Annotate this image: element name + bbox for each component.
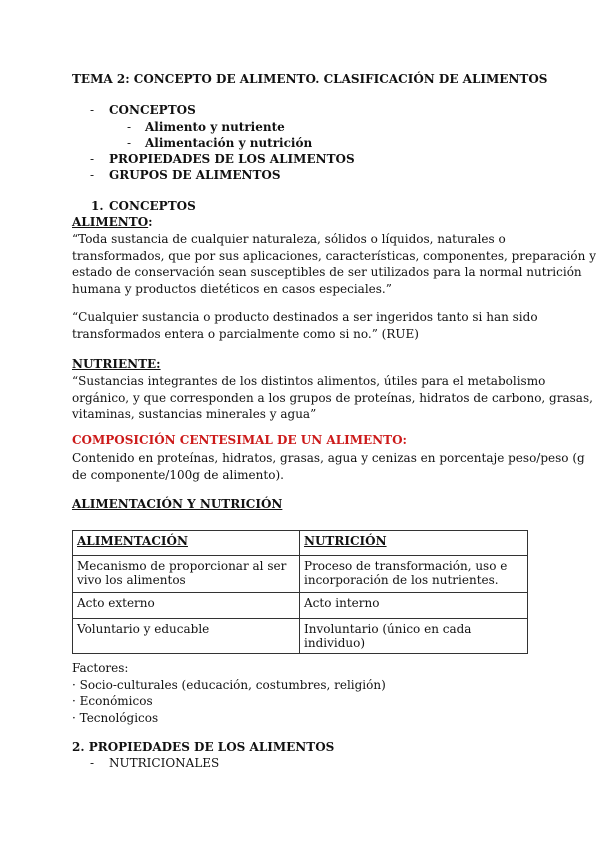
outline-dash: - (90, 168, 95, 182)
outline-item-conceptos: CONCEPTOS (109, 103, 196, 117)
text-line: vitaminas, sustancias minerales y agua” (72, 407, 317, 421)
rue-definition (72, 309, 538, 342)
outline-dash: - (127, 120, 132, 134)
table-cell: Voluntario y educable (73, 619, 300, 654)
alimento-label: ALIMENTO (72, 215, 149, 229)
outline-dash: - (90, 103, 95, 117)
outline-item-alimento-nutriente: Alimento y nutriente (145, 120, 285, 134)
text-line: “Toda sustancia de cualquier naturaleza, sólidos o líquidos, naturales o (72, 232, 506, 246)
text-line: transformados, que por sus aplicaciones, características, componentes, preparación y (72, 248, 596, 263)
section2-heading: 2. PROPIEDADES DE LOS ALIMENTOS (72, 740, 335, 754)
table-row (73, 619, 528, 654)
alimentacion-nutricion-heading: ALIMENTACIÓN Y NUTRICIÓN (72, 497, 283, 511)
page-title: TEMA 2: CONCEPTO DE ALIMENTO. CLASIFICACIÓN DE ALIMENTOS (72, 72, 548, 86)
text-line: “Cualquier sustancia o producto destinados a ser ingeridos tanto si han sido (72, 310, 538, 324)
text-line: orgánico, y que corresponden a los grupos de proteínas, hidratos de carbono, grasas, (72, 390, 593, 405)
outline-item-alimentacion-nutricion: Alimentación y nutrición (145, 136, 313, 150)
outline-dash: - (90, 756, 95, 770)
text-line: Contenido en proteínas, hidratos, grasas, agua y cenizas en porcentaje peso/peso (g (72, 451, 585, 465)
text-line: humana y productos dietéticos en casos especiales.” (72, 281, 392, 296)
text-line: “Sustancias integrantes de los distintos alimentos, útiles para el metabolismo (72, 374, 546, 388)
outline-item-grupos: GRUPOS DE ALIMENTOS (109, 168, 281, 182)
outline-dash: - (90, 152, 95, 166)
nutriente-definition (72, 373, 593, 423)
outline-item-propiedades: PROPIEDADES DE LOS ALIMENTOS (109, 152, 355, 166)
table-cell: Acto interno (300, 593, 528, 619)
alimento-definition (72, 231, 596, 297)
section2-subitem: NUTRICIONALES (109, 756, 220, 770)
factores-label: Factores: (72, 661, 129, 675)
text-line: de componente/100g de alimento). (72, 467, 284, 482)
section-heading: CONCEPTOS (109, 199, 196, 213)
table-header-row (73, 531, 528, 556)
section-number: 1. (91, 199, 104, 213)
nutriente-heading: NUTRIENTE: (72, 357, 161, 371)
list-item: · Socio-culturales (educación, costumbres, religión) (72, 677, 386, 692)
composicion-definition (72, 450, 585, 483)
list-item: · Tecnológicos (72, 710, 159, 725)
table-cell: Mecanismo de proporcionar al ser vivo los alimentos (73, 556, 300, 593)
factores-list (72, 660, 534, 726)
table-row (73, 556, 528, 593)
table-cell: Proceso de transformación, uso e incorporación de los nutrientes. (300, 556, 528, 593)
table-cell: Involuntario (único en cada individuo) (300, 619, 528, 654)
alimento-colon: : (148, 215, 153, 229)
table-cell: Acto externo (73, 593, 300, 619)
composicion-heading: COMPOSICIÓN CENTESIMAL DE UN ALIMENTO: (72, 433, 407, 447)
text-line: transformados entera o parcialmente como si no.” (RUE) (72, 326, 419, 341)
comparison-table (72, 530, 528, 654)
alimento-heading (72, 215, 153, 229)
table-header-cell: ALIMENTACIÓN (73, 531, 300, 556)
outline-dash: - (127, 136, 132, 150)
list-item: · Económicos (72, 694, 153, 708)
table-row (73, 593, 528, 619)
table-header-cell: NUTRICIÓN (300, 531, 528, 556)
text-line: estado de conservación sean susceptibles de ser utilizados para la normal nutrición (72, 265, 582, 279)
